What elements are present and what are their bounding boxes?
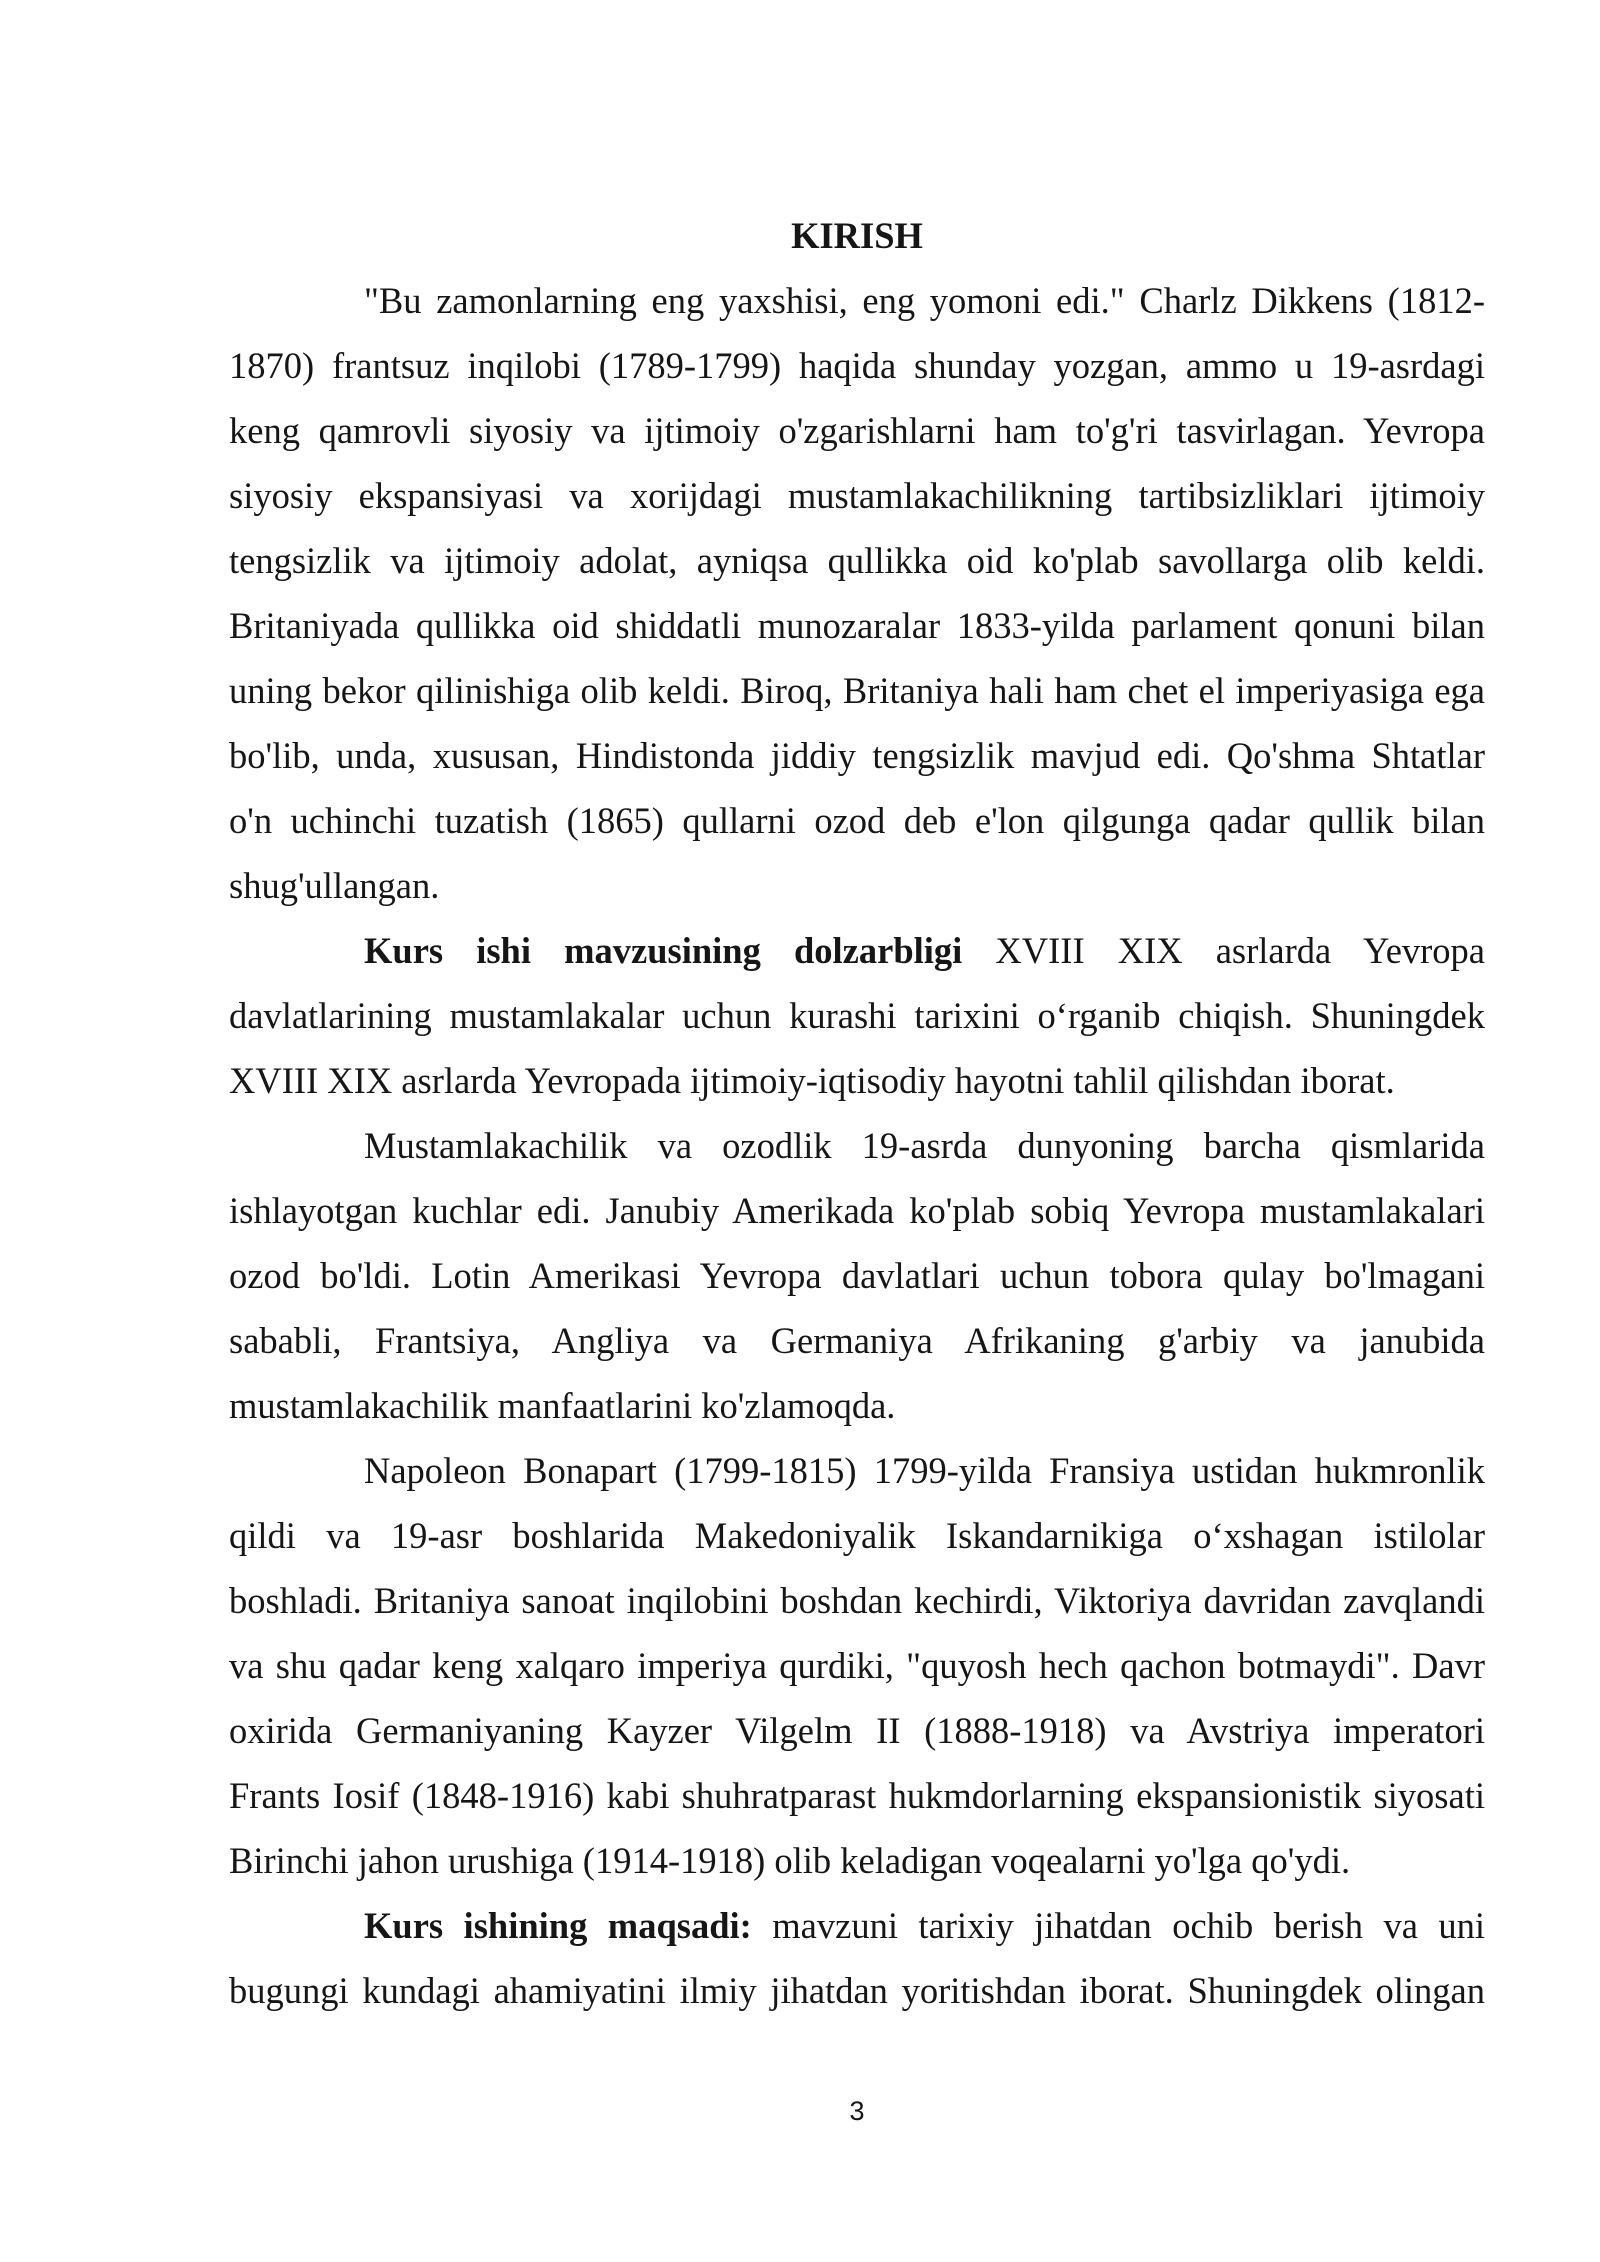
paragraph-line: bo'lib, unda, xususan, Hindistonda jiddiy tengsizlik mavjud edi. Qo'shma Shtatlar (229, 735, 1485, 776)
paragraph-line: Mustamlakachilik va ozodlik 19-asrda dunyoning barcha qismlarida (364, 1125, 1485, 1166)
line-text: mavzuni tarixiy jihatdan ochib berish va uni (772, 1905, 1485, 1946)
paragraph-intro (229, 268, 1485, 918)
paragraph-lead-heading: Kurs ishining maqsadi: (364, 1905, 752, 1946)
paragraph-line: bugungi kundagi ahamiyatini ilmiy jihatdan yoritishdan iborat. Shuningdek olingan (229, 1970, 1485, 2011)
paragraph-line: oxirida Germaniyaning Kayzer Vilgelm II (1888-1918) va Avstriya imperatori (229, 1710, 1485, 1751)
paragraph-line: sababli, Frantsiya, Angliya va Germaniya Afrikaning g'arbiy va janubida (229, 1320, 1485, 1361)
paragraph-line: qildi va 19-asr boshlarida Makedoniyalik Iskandarnikiga o‘xshagan istilolar (229, 1515, 1485, 1556)
paragraph-line: va shu qadar keng xalqaro imperiya qurdiki, "quyosh hech qachon botmaydi". Davr (229, 1645, 1485, 1686)
paragraph-line: mustamlakachilik manfaatlarini ko'zlamoqda. (229, 1385, 896, 1426)
paragraph-line: Birinchi jahon urushiga (1914-1918) olib keladigan voqealarni yo'lga qo'ydi. (229, 1840, 1351, 1881)
paragraph-line: davlatlarining mustamlakalar uchun kurashi tarixini o‘rganib chiqish. Shuningdek (229, 995, 1485, 1036)
paragraph-goal (229, 1893, 1485, 2023)
paragraph-relevance (229, 918, 1485, 1113)
paragraph-lead-heading: Kurs ishi mavzusining dolzarbligi (364, 930, 963, 971)
paragraph-line: boshladi. Britaniya sanoat inqilobini boshdan kechirdi, Viktoriya davridan zavqlandi (229, 1580, 1485, 1621)
page-number: 3 (849, 2096, 865, 2126)
document-body (229, 203, 1485, 2023)
line-text: XVIII XIX asrlarda Yevropa (995, 930, 1485, 971)
paragraph-line: o'n uchinchi tuzatish (1865) qullarni ozod deb e'lon qilgunga qadar qullik bilan (229, 800, 1485, 841)
paragraph-line: Frants Iosif (1848-1916) kabi shuhratparast hukmdorlarning ekspansionistik siyosati (229, 1775, 1485, 1816)
paragraph-line: ozod bo'ldi. Lotin Amerikasi Yevropa davlatlari uchun tobora qulay bo'lmagani (229, 1255, 1485, 1296)
paragraph-line (229, 1893, 1485, 1958)
paragraph-line: ishlayotgan kuchlar edi. Janubiy Amerikada ko'plab sobiq Yevropa mustamlakalari (229, 1190, 1485, 1231)
paragraph-colonialism (229, 1113, 1485, 1438)
paragraph-line: uning bekor qilinishiga olib keldi. Biroq, Britaniya hali ham chet el imperiyasiga ega (229, 670, 1485, 711)
paragraph-line: keng qamrovli siyosiy va ijtimoiy o'zgarishlarni ham to'g'ri tasvirlagan. Yevropa (229, 410, 1485, 451)
paragraph-napoleon (229, 1438, 1485, 1893)
paragraph-line: XVIII XIX asrlarda Yevropada ijtimoiy-iqtisodiy hayotni tahlil qilishdan iborat. (229, 1060, 1395, 1101)
paragraph-line: Britaniyada qullikka oid shiddatli munozaralar 1833-yilda parlament qonuni bilan (229, 605, 1485, 646)
paragraph-line (229, 918, 1485, 983)
section-title: KIRISH (791, 215, 923, 256)
paragraph-line: tengsizlik va ijtimoiy adolat, ayniqsa qullikka oid ko'plab savollarga olib keldi. (229, 540, 1485, 581)
paragraph-line: siyosiy ekspansiyasi va xorijdagi mustamlakachilikning tartibsizliklari ijtimoiy (229, 475, 1485, 516)
paragraph-line: shug'ullangan. (229, 865, 440, 906)
paragraph-line: Napoleon Bonapart (1799-1815) 1799-yilda Fransiya ustidan hukmronlik (364, 1450, 1485, 1491)
paragraph-line: 1870) frantsuz inqilobi (1789-1799) haqida shunday yozgan, ammo u 19-asrdagi (229, 345, 1485, 386)
paragraph-line: "Bu zamonlarning eng yaxshisi, eng yomoni edi." Charlz Dikkens (1812- (364, 280, 1485, 321)
